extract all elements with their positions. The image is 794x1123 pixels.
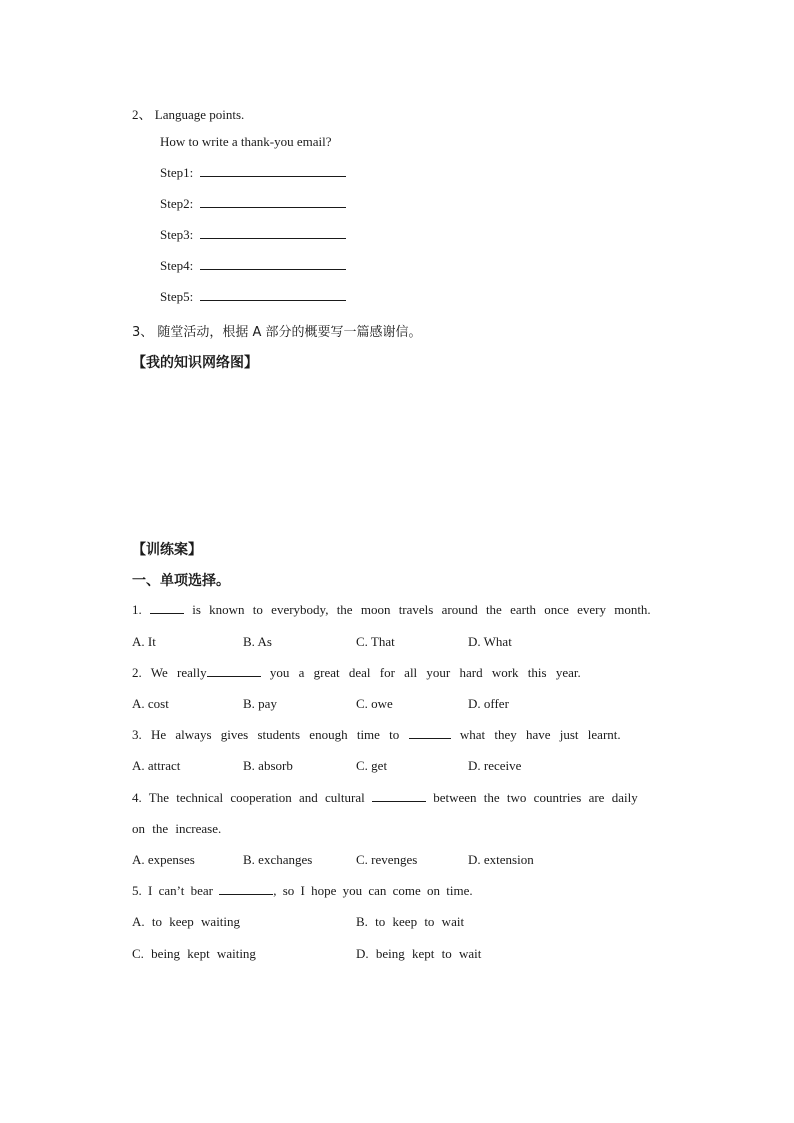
step-label: Step4: <box>160 258 194 273</box>
option-d[interactable]: D. receive <box>468 758 522 773</box>
question-text: , so I hope you can come on time. <box>273 883 473 898</box>
option-b[interactable]: B. to keep to wait <box>356 914 465 929</box>
step-line <box>160 196 346 212</box>
training-heading: 【训练案】 <box>132 542 202 558</box>
step-line <box>160 165 346 181</box>
answer-blank[interactable] <box>207 665 261 677</box>
part1-title: 一、单项选择。 <box>132 573 230 589</box>
option-a[interactable]: A. attract <box>132 758 181 773</box>
answer-blank[interactable] <box>409 727 451 739</box>
question-text: is known to everybody, the moon travels around the earth once every month. <box>184 602 651 617</box>
question-text: what they have just learnt. <box>450 727 621 742</box>
question-4-continuation: on the increase. <box>132 821 222 836</box>
option-c[interactable]: C. get <box>356 758 388 773</box>
option-a[interactable]: A. to keep waiting <box>132 914 241 929</box>
option-b[interactable]: B. absorb <box>243 758 293 773</box>
question-text: 1. <box>132 602 150 617</box>
step-label: Step3: <box>160 227 194 242</box>
section3-text: 3、 随堂活动，根据 A 部分的概要写一篇感谢信。 <box>132 325 422 340</box>
option-c[interactable]: C. That <box>356 634 395 649</box>
option-b[interactable]: B. As <box>243 634 272 649</box>
question-4 <box>132 790 638 806</box>
option-d[interactable]: D. offer <box>468 696 509 711</box>
step-line <box>160 289 346 305</box>
step-line <box>160 227 346 243</box>
option-d[interactable]: D. being kept to wait <box>356 946 482 961</box>
answer-blank[interactable] <box>372 790 426 802</box>
answer-blank[interactable] <box>200 196 346 208</box>
question-2 <box>132 665 581 681</box>
option-c[interactable]: C. owe <box>356 696 393 711</box>
step-label: Step2: <box>160 196 194 211</box>
option-d[interactable]: D. What <box>468 634 512 649</box>
answer-blank[interactable] <box>200 165 346 177</box>
option-b[interactable]: B. exchanges <box>243 852 313 867</box>
answer-blank[interactable] <box>200 289 346 301</box>
question-5 <box>132 883 473 899</box>
question-3 <box>132 727 621 743</box>
question-text: between the two countries are daily <box>425 790 638 805</box>
question-text: you a great deal for all your hard work this year. <box>260 665 581 680</box>
answer-blank[interactable] <box>219 883 273 895</box>
question-text: 4. The technical cooperation and cultural <box>132 790 372 805</box>
question-1 <box>132 602 651 618</box>
knowledge-map-heading: 【我的知识网络图】 <box>132 355 258 371</box>
option-b[interactable]: B. pay <box>243 696 277 711</box>
answer-blank[interactable] <box>200 258 346 270</box>
step-label: Step1: <box>160 165 194 180</box>
question-text: 5. I can’t bear <box>132 883 220 898</box>
step-line <box>160 258 346 274</box>
question-text: 2. We really <box>132 665 207 680</box>
answer-blank[interactable] <box>150 602 184 614</box>
step-label: Step5: <box>160 289 194 304</box>
option-c[interactable]: C. being kept waiting <box>132 946 256 961</box>
option-c[interactable]: C. revenges <box>356 852 418 867</box>
option-a[interactable]: A. expenses <box>132 852 195 867</box>
question-text: 3. He always gives students enough time to <box>132 727 409 742</box>
option-a[interactable]: A. It <box>132 634 156 649</box>
section2-heading: 2、 Language points. <box>132 107 245 122</box>
section2-question: How to write a thank-you email? <box>160 134 332 149</box>
option-d[interactable]: D. extension <box>468 852 534 867</box>
option-a[interactable]: A. cost <box>132 696 169 711</box>
answer-blank[interactable] <box>200 227 346 239</box>
